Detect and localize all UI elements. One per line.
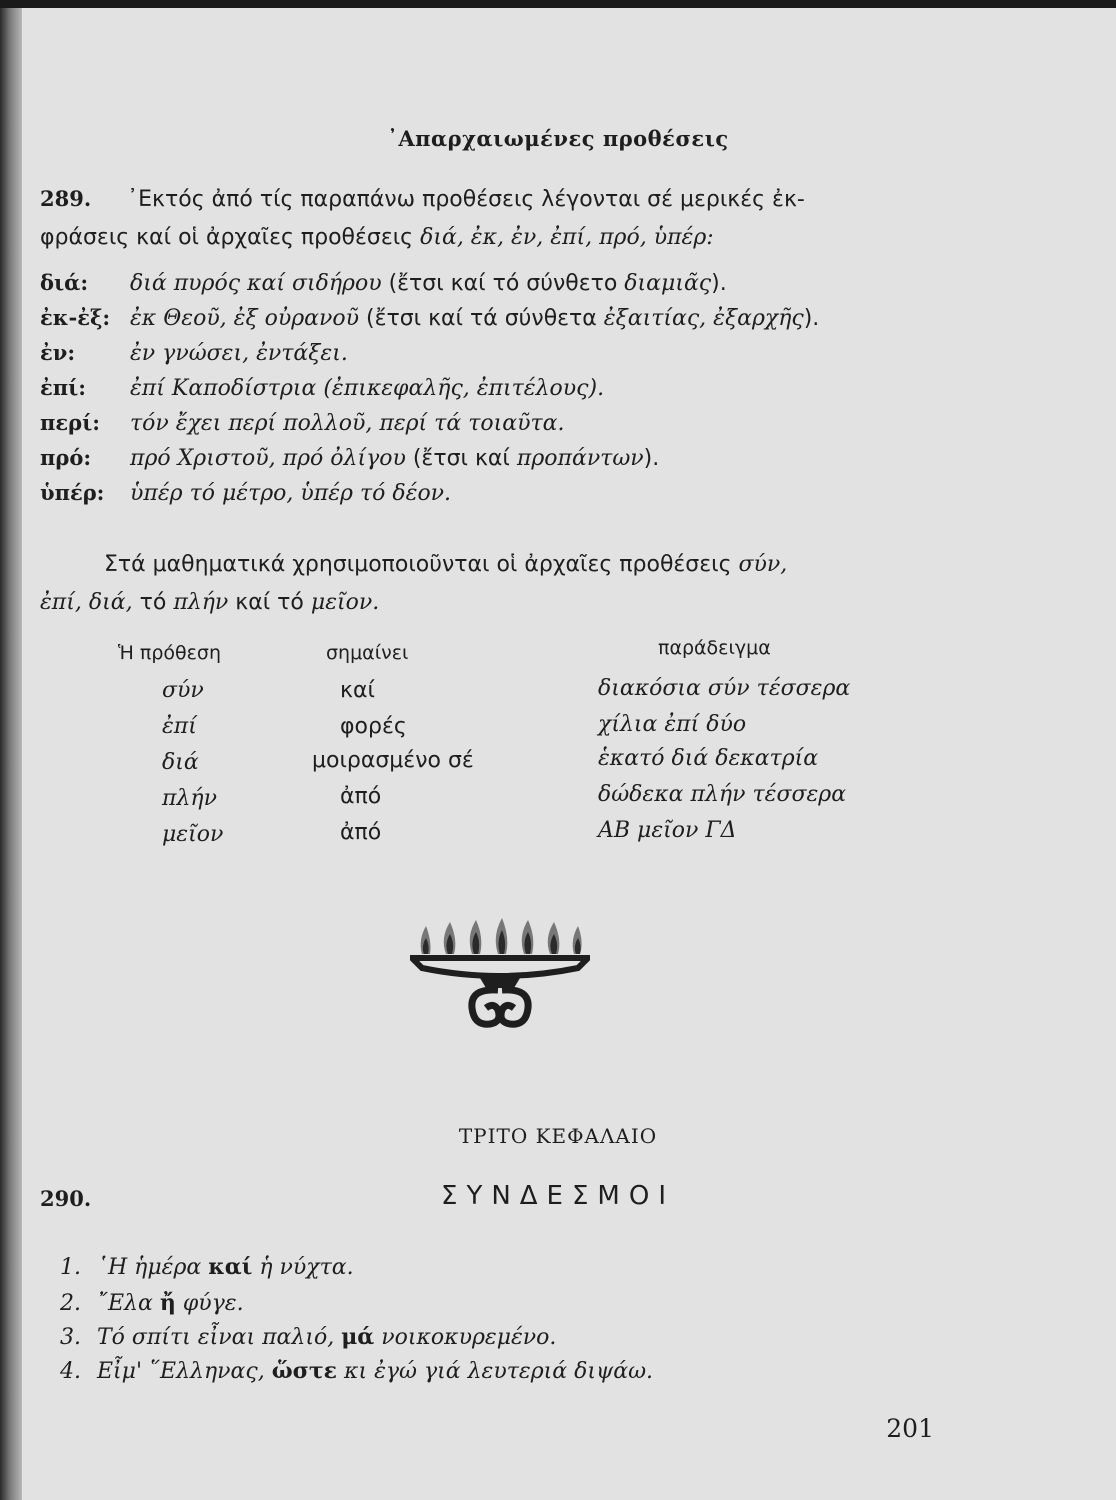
example-sentence: 3. Τό σπίτι εἶναι παλιό, μά νοικοκυρεμένο.: [60, 1324, 557, 1350]
page-number: 201: [886, 1414, 934, 1443]
prep-row: διά: διά πυρός καί σιδήρου (ἔτσι καί τό σύνθετο διαμιᾶς).: [40, 270, 727, 296]
book-spine: [0, 0, 22, 1500]
table-cell-prep: μεῖον: [162, 822, 224, 847]
example-sentence: 1. ῾Η ἡμέρα καί ἡ νύχτα.: [60, 1254, 354, 1280]
table-cell-prep: ἐπί: [162, 714, 197, 739]
paragraph-line-2-italic: διά, ἐκ, ἐν, ἐπί, πρό, ὑπέρ:: [420, 225, 714, 250]
paragraph-number: 289.: [40, 186, 92, 211]
prep-row: ὑπέρ: ὑπέρ τό μέτρο, ὑπέρ τό δέον.: [40, 480, 452, 506]
table-header-preposition: Ἡ πρόθεση: [118, 642, 222, 664]
page-top-edge: [0, 0, 1116, 8]
table-cell-example: διακόσια σύν τέσσερα: [598, 676, 851, 701]
chapter-title: ΤΡΙΤΟ ΚΕΦΑΛΑΙΟ: [458, 1124, 658, 1148]
prep-row: πρό: πρό Χριστοῦ, πρό ὀλίγου (ἔτσι καί προπάντων).: [40, 445, 660, 471]
section-number: 290.: [40, 1186, 92, 1211]
prep-row: ἐκ-ἐξ: ἐκ Θεοῦ, ἐξ οὐρανοῦ (ἔτσι καί τά σύνθετα ἐξαιτίας, ἐξαρχῆς).: [40, 305, 820, 331]
example-sentence: 2. ῎Ελα ἤ φύγε.: [60, 1290, 244, 1316]
prep-row: περί: τόν ἔχει περί πολλοῦ, περί τά τοιαῦτα.: [40, 410, 565, 436]
lamp-ornament-icon: [410, 912, 590, 1042]
table-cell-example: χίλια ἐπί δύο: [598, 712, 747, 737]
table-cell-meaning: ἀπό: [340, 784, 382, 809]
prep-row: ἐπί: ἐπί Καποδίστρια (ἐπικεφαλῆς, ἐπιτέλους).: [40, 375, 605, 401]
paragraph-line-1: ᾿Εκτός ἀπό τίς παραπάνω προθέσεις λέγονται σέ μερικές ἐκ-: [127, 187, 805, 212]
table-cell-prep: πλήν: [162, 786, 217, 811]
table-cell-meaning: φορές: [340, 714, 407, 739]
table-header-example: παράδειγμα: [658, 637, 771, 659]
example-sentence: 4. Εἶμ' ῞Ελληνας, ὥστε κι ἐγώ γιά λευτεριά διψάω.: [60, 1358, 654, 1384]
table-cell-meaning: ἀπό: [340, 820, 382, 845]
table-header-meaning: σημαίνει: [326, 642, 409, 664]
table-cell-prep: διά: [162, 750, 199, 775]
table-cell-meaning: μοιρασμένο σέ: [312, 748, 474, 773]
table-cell-example: ἑκατό διά δεκατρία: [598, 746, 819, 771]
table-cell-example: ΑΒ μεῖον ΓΔ: [598, 818, 737, 843]
table-cell-meaning: καί: [340, 678, 375, 703]
paragraph-289: [40, 180, 930, 257]
math-paragraph: Στά μαθηματικά χρησιμοποιοῦνται οἱ ἀρχαῖες προθέσεις σύν, ἐπί, διά, τό πλήν καί τό μεῖον.: [40, 552, 788, 615]
prep-row: ἐν: ἐν γνώσει, ἐντάξει.: [40, 340, 348, 366]
section-heading: ᾿Απαρχαιωμένες προθέσεις: [387, 126, 729, 151]
table-cell-example: δώδεκα πλήν τέσσερα: [598, 782, 847, 807]
section-title: ΣΥΝΔΕΣΜΟΙ: [441, 1181, 675, 1211]
paragraph-line-2: φράσεις καί οἱ ἀρχαῖες προθέσεις: [40, 225, 421, 250]
table-cell-prep: σύν: [162, 678, 204, 703]
